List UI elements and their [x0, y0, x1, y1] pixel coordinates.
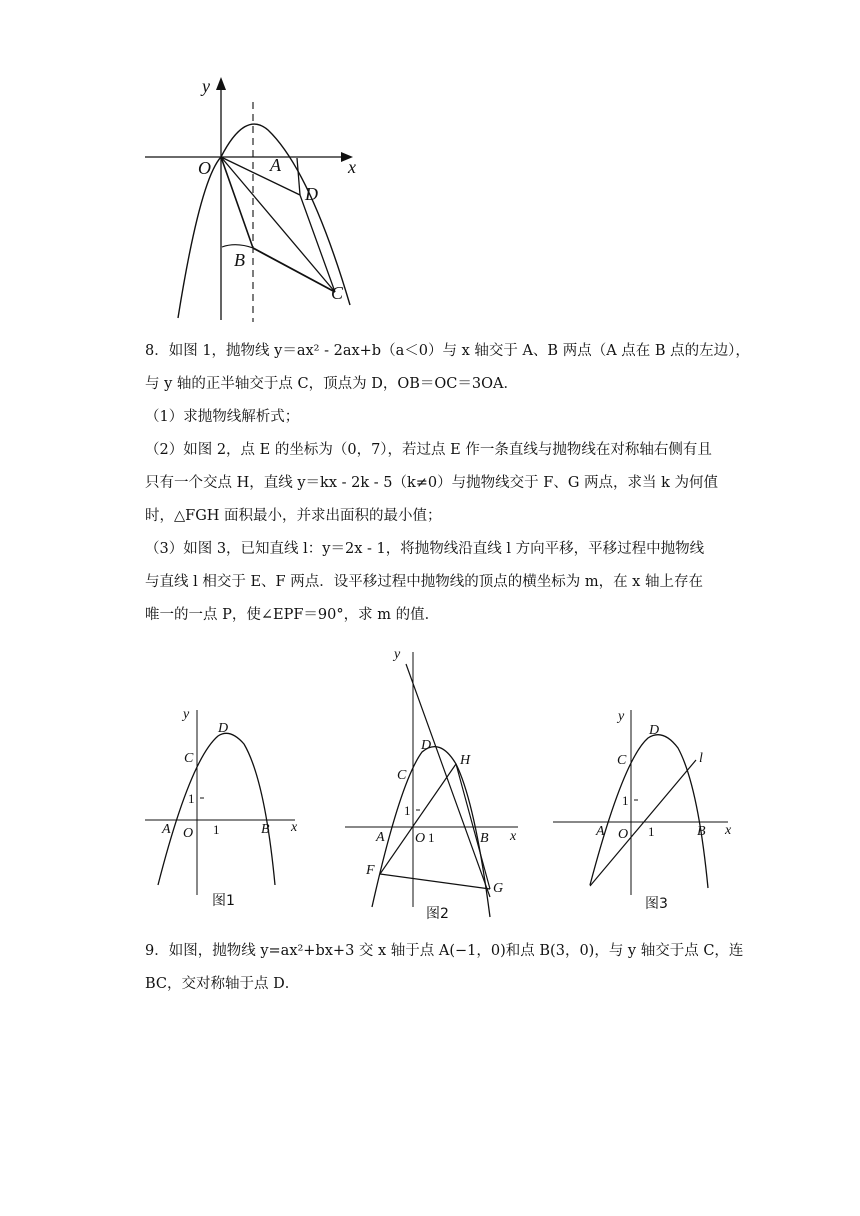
top-figure: [140, 70, 370, 330]
label-D: D: [421, 738, 432, 753]
label-D: D: [649, 723, 660, 738]
angle-arc: [222, 245, 253, 248]
problem-9-line: 9．如图，抛物线 y=ax²+bx+3 交 x 轴于点 A(−1，0)和点 B(3，0)，与 y 轴交于点 C，连: [145, 943, 744, 959]
label-F: F: [366, 863, 375, 878]
problem-9-line: BC，交对称轴于点 D．: [145, 976, 300, 992]
label-y: y: [202, 76, 210, 96]
problem-8-line: 唯一的一点 P，使∠EPF＝90°，求 m 的值．: [145, 607, 440, 623]
label-C: C: [184, 751, 194, 766]
label-B: B: [261, 822, 270, 837]
label-A: A: [162, 822, 171, 837]
label-D: D: [218, 721, 229, 736]
label-A: A: [270, 155, 281, 175]
label-G: G: [493, 881, 504, 896]
parabola: [158, 733, 275, 885]
label-C: C: [331, 283, 344, 303]
label-B: B: [234, 250, 245, 270]
label-O: O: [415, 831, 426, 846]
label-y: y: [183, 707, 190, 722]
label-l: l: [699, 751, 703, 766]
figure-2-svg: [340, 642, 530, 927]
problem-8-part-1: （1）求抛物线解析式；: [145, 409, 300, 425]
label-O: O: [183, 826, 194, 841]
label-D: D: [305, 184, 318, 204]
figure-1-svg: [140, 700, 315, 915]
label-x: x: [291, 820, 298, 835]
problem-8-part-2: （2）如图 2，点 E 的坐标为（0，7），若过点 E 作一条直线与抛物线在对称轴右侧有且: [145, 442, 712, 458]
problem-8-line: 只有一个交点 H，直线 y＝kx ‐ 2k ‐ 5（k≠0）与抛物线交于 F、G 两点，求当 k 为何值: [145, 475, 719, 491]
problem-8-line: 与 y 轴的正半轴交于点 C，顶点为 D，OB＝OC＝3OA．: [145, 376, 518, 392]
segment-FH: [380, 764, 456, 874]
segment-BC: [253, 248, 335, 292]
label-C: C: [617, 753, 627, 768]
problem-8-line: 8．如图 1，抛物线 y＝ax² ‐ 2ax+b（a＜0）与 x 轴交于 A、B 两点（A 点在 B 点的左边），: [145, 343, 750, 359]
problem-8: [145, 335, 750, 632]
figure-3-caption: 图3: [645, 896, 668, 912]
figure-3: [548, 700, 738, 915]
problem-8-part-3: （3）如图 3，已知直线 l：y＝2x ‐ 1，将抛物线沿直线 l 方向平移，平移过程中抛物线: [145, 541, 705, 557]
segment-OC: [221, 157, 335, 292]
y-axis-arrow: [216, 77, 226, 90]
label-B: B: [480, 831, 489, 846]
label-A: A: [376, 830, 385, 845]
figure-2: [340, 642, 530, 927]
label-H: H: [460, 753, 471, 768]
label-1-y: 1: [188, 791, 195, 806]
label-y: y: [394, 647, 401, 662]
problem-9: [145, 935, 744, 1001]
label-x: x: [510, 829, 517, 844]
label-C: C: [397, 768, 407, 783]
label-y: y: [618, 709, 625, 724]
label-x: x: [348, 157, 356, 177]
label-O: O: [198, 158, 211, 178]
figure-1-caption: 图1: [212, 893, 235, 909]
problem-8-line: 与直线 l 相交于 E、F 两点．设平移过程中抛物线的顶点的横坐标为 m，在 x 轴上存在: [145, 574, 703, 590]
label-1-x: 1: [428, 830, 435, 845]
label-B: B: [697, 824, 706, 839]
label-O: O: [618, 827, 629, 842]
problem-8-line: 时，△FGH 面积最小，并求出面积的最小值；: [145, 508, 442, 524]
figure-3-svg: [548, 700, 738, 915]
segment-DA: [297, 158, 300, 195]
top-figure-svg: [140, 70, 370, 330]
tangent-line: [406, 664, 490, 897]
parabola: [178, 124, 350, 318]
figure-1: [140, 700, 315, 915]
figure-2-caption: 图2: [426, 906, 449, 922]
label-x: x: [725, 823, 732, 838]
label-1-x: 1: [213, 822, 220, 837]
label-1-y: 1: [622, 793, 629, 808]
label-A: A: [596, 824, 605, 839]
line-l: [590, 760, 696, 886]
label-1-x: 1: [648, 824, 655, 839]
segment-FG: [380, 874, 490, 889]
label-1-y: 1: [404, 803, 411, 818]
